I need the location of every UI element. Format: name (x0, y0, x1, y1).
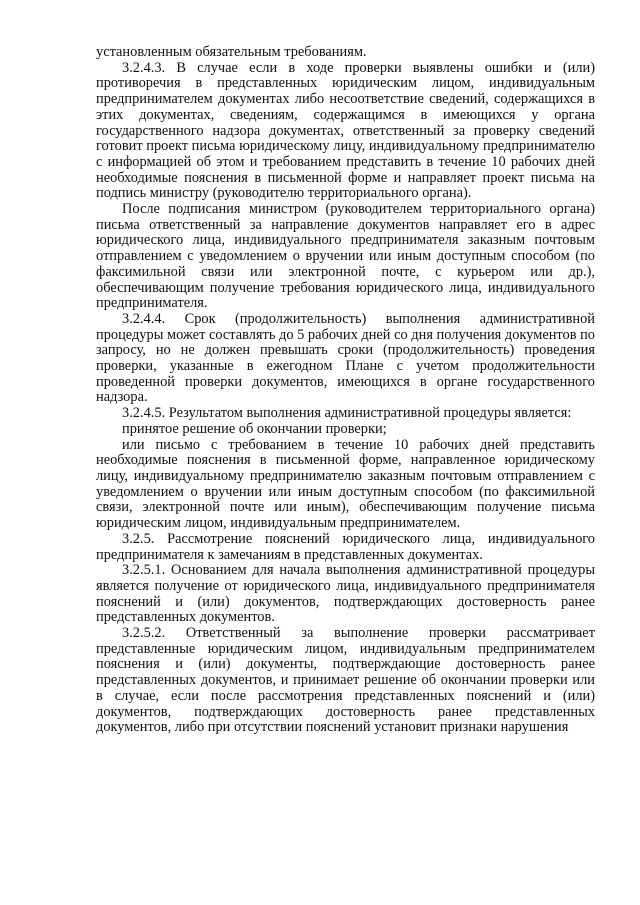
paragraph-3-2-5: 3.2.5. Рассмотрение пояснений юридического лица, индивидуального предпринимателя к замечаниям в представленных документах. (96, 530, 595, 563)
paragraph-after-signing: После подписания министром (руководителем территориального органа) письма ответственный за направление документов направляет его в адрес юридического лица, индивидуального предпринимателя заказным почтовым отправлением с уведомлением о вручении или иным доступным способом (по факсимильной связи или электронной почте, с курьером или др.), обеспечивающим получение требования юридического лица, индивидуального предпринимателя. (96, 201, 595, 312)
paragraph-3-2-4-5: 3.2.4.5. Результатом выполнения административной процедуры является: (122, 405, 572, 422)
paragraph-3-2-5-1: 3.2.5.1. Основанием для начала выполнения административной процедуры является получение от юридического лица, индивидуального предпринимателя пояснений и (или) документов, подтверждающих достоверность ранее представленных документов. (96, 562, 595, 626)
paragraph-continuation: установленным обязательным требованиям. (96, 44, 367, 60)
paragraph-decision-taken: принятое решение об окончании проверки; (122, 420, 387, 437)
paragraph-or-letter: или письмо с требованием в течение 10 рабочих дней представить необходимые пояснения в письменной форме, направленное юридическому лицу, индивидуальному предпринимателю заказным почтовым отправлением с уведомлением о вручении или иным доступным способом (по факсимильной связи, электронной почте или иным), обеспечивающим получение письма юридическим лицом, индивидуальным предпринимателем. (96, 436, 595, 532)
paragraph-3-2-5-2: 3.2.5.2. Ответственный за выполнение проверки рассматривает представленные юридическим лицом, индивидуальным предпринимателем пояснения и (или) документы, подтверждающие достоверность ранее представленных документов, и принимает решение об окончании проверки или в случае, если после рассмотрения представленных пояснений и (или) документов, подтверждающих достоверность ранее представленных документов, либо при отсутствии пояснений установит признаки нарушения (96, 625, 595, 736)
paragraph-3-2-4-3: 3.2.4.3. В случае если в ходе проверки выявлены ошибки и (или) противоречия в представленных юридическим лицом, индивидуальным предпринимателем документах либо несоответствие сведений, содержащихся в этих документах, сведениям, содержащимся в имеющихся у органа государственного надзора документах, ответственный за проверку сведений готовит проект письма юридическому лицу, индивидуальному предпринимателю с информацией об этом и требованием представить в течение 10 рабочих дней необходимые пояснения в письменной форме и направляет проект письма на подпись министру (руководителю территориального органа). (96, 59, 595, 202)
document-page (96, 45, 595, 736)
paragraph-3-2-4-4: 3.2.4.4. Срок (продолжительность) выполнения административной процедуры может составлять до 5 рабочих дней со дня получения документов по запросу, но не должен превышать сроки (продолжительность) проведения проверки, указанные в ежегодном Плане с учетом продолжительности проведенной проверки документов, имеющихся в органе государственного надзора. (96, 310, 595, 406)
